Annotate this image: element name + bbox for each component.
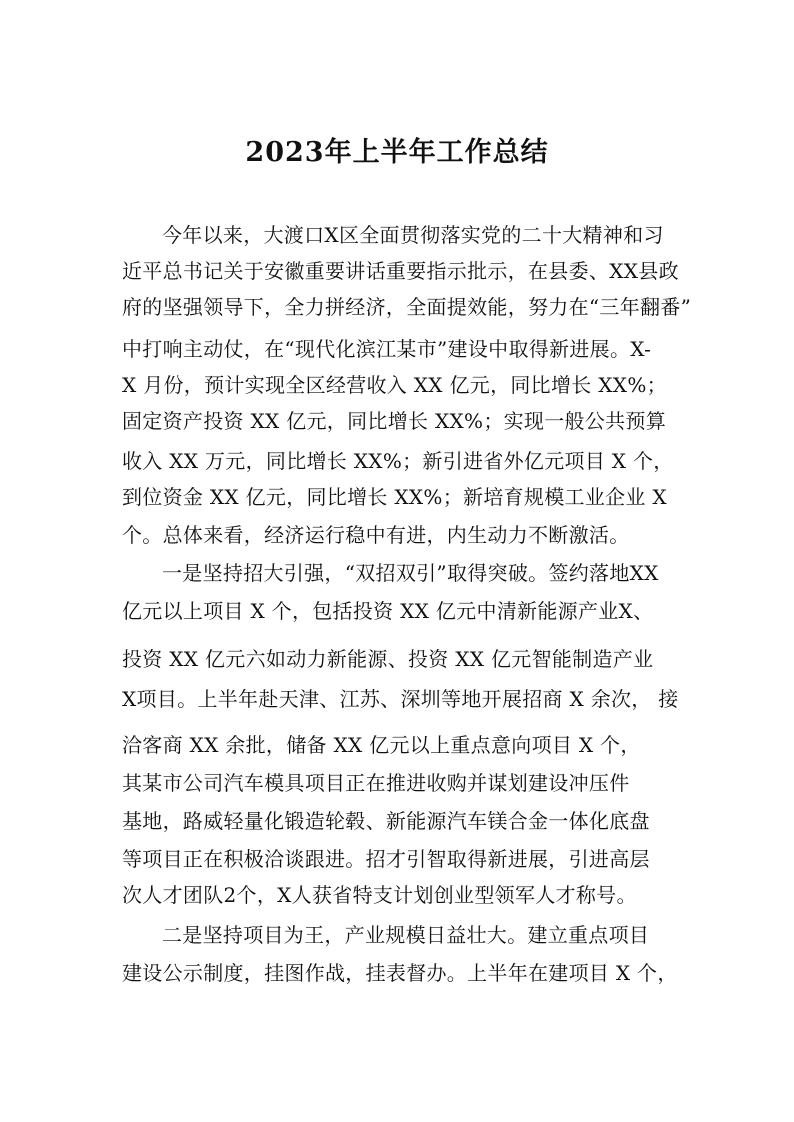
paragraph-line: 近平总书记关于安徽重要讲话重要指示批示，在县委、XX县政 (122, 259, 679, 283)
paragraph-line: 个。总体来看，经济运行稳中有进，内生动力不断激活。 (122, 523, 630, 547)
paragraph-line: 其某市公司汽车模具项目正在推进收购并谋划建设冲压件 (122, 771, 630, 795)
paragraph-line: 固定资产投资 XX 亿元，同比增长 XX%；实现一般公共预算 (122, 409, 667, 433)
paragraph-line: 今年以来，大渡口X区全面贯彻落实党的二十大精神和习 (162, 223, 664, 247)
paragraph-line: 次人才团队2个，X人获省特支计划创业型领军人才称号。 (122, 883, 637, 907)
paragraph-line: 收入 XX 万元，同比增长 XX%；新引进省外亿元项目 X 个， (122, 449, 674, 473)
paragraph-line: 建设公示制度，挂图作战，挂表督办。上半年在建项目 X 个， (122, 961, 678, 985)
paragraph-line: 基地，路威轻量化锻造轮毂、新能源汽车镁合金一体化底盘 (122, 809, 650, 833)
paragraph-line: 二是坚持项目为王，产业规模日益壮大。建立重点项目 (162, 923, 650, 947)
paragraph-line: 一是坚持招大引强，“双招双引”取得突破。签约落地XX (162, 561, 659, 585)
paragraph-line: 洽客商 XX 余批，储备 XX 亿元以上重点意向项目 X 个， (122, 733, 641, 757)
paragraph-line: 中打响主动仗，在“现代化滨江某市”建设中取得新进展。X- (122, 337, 652, 361)
paragraph-line: X项目。上半年赴天津、江苏、深圳等地开展招商 X 余次， 接 (122, 687, 679, 711)
paragraph-line: 到位资金 XX 亿元，同比增长 XX%；新培育规模工业企业 X (122, 485, 667, 509)
paragraph-line: 亿元以上项目 X 个，包括投资 XX 亿元中清新能源产业X、 (122, 599, 654, 623)
paragraph-line: 府的坚强领导下，全力拼经济，全面提效能，努力在“三年翻番” (122, 295, 692, 319)
paragraph-line: 等项目正在积极洽谈跟进。招才引智取得新进展，引进高层 (122, 847, 650, 871)
document-title: 2023年上半年工作总结 (245, 137, 549, 168)
paragraph-line: 投资 XX 亿元六如动力新能源、投资 XX 亿元智能制造产业 (122, 647, 654, 671)
paragraph-line: X 月份，预计实现全区经营收入 XX 亿元，同比增长 XX%； (122, 373, 667, 397)
